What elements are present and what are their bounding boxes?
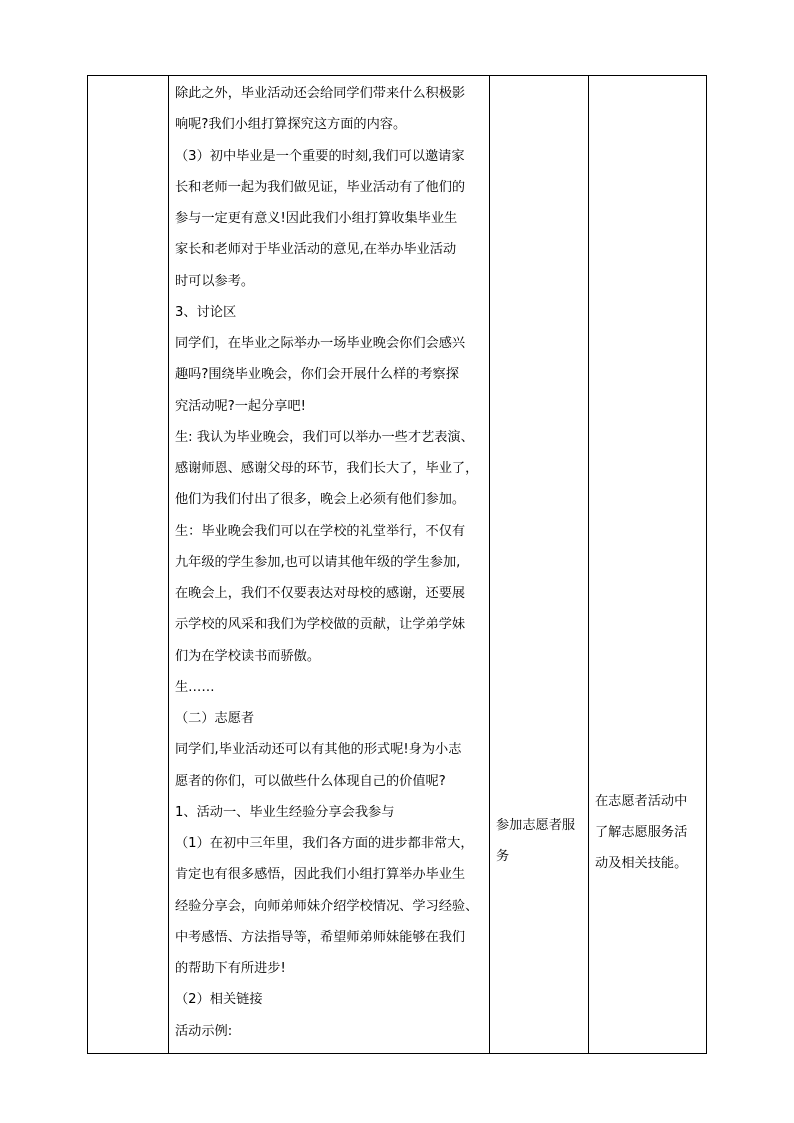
content-line: （二）志愿者: [175, 711, 255, 726]
content-line: 1、活动一、毕业生经验分享会我参与: [175, 804, 395, 820]
content-line: 参与一定更有意义!因此我们小组打算收集毕业生: [175, 211, 458, 226]
content-line: 在晚会上，我们不仅要表达对母校的感谢，还要展: [175, 586, 466, 601]
table-column-teaching-content: [169, 76, 490, 1053]
content-line: 活动示例:: [175, 1023, 233, 1039]
intent-line: 了解志愿服务活: [595, 825, 688, 840]
lesson-plan-table: [87, 75, 707, 1054]
design-intent-text: [595, 786, 703, 879]
teaching-content-text: [175, 78, 487, 1047]
table-column-student-activity: [490, 76, 589, 1053]
content-line: 究活动呢?一起分享吧!: [175, 398, 306, 414]
content-line: 们为在学校读书而骄傲。: [175, 648, 321, 664]
content-line: 除此之外，毕业活动还会给同学们带来什么积极影: [175, 86, 466, 101]
content-line: 生：毕业晚会我们可以在学校的礼堂举行，不仅有: [175, 523, 466, 539]
intent-line: 动及相关技能。: [595, 856, 688, 871]
content-line: 同学们，在毕业之际举办一场毕业晚会你们会感兴: [175, 336, 466, 351]
content-line: （1）在初中三年里，我们各方面的进步都非常大，: [175, 836, 474, 851]
content-line: 感谢师恩、感谢父母的环节，我们长大了，毕业了，: [175, 461, 479, 476]
content-line: 响呢?我们小组打算探究这方面的内容。: [175, 117, 407, 133]
content-line: 同学们,毕业活动还可以有其他的形式呢!身为小志: [175, 742, 462, 758]
content-line: （3）初中毕业是一个重要的时刻,我们可以邀请家: [175, 148, 465, 164]
content-line: 的帮助下有所进步!: [175, 961, 286, 976]
table-column-design-intent: [589, 76, 706, 1053]
content-line: 示学校的风采和我们为学校做的贡献，让学弟学妹: [175, 617, 466, 633]
content-line: 生: 我认为毕业晚会，我们可以举办一些才艺表演、: [175, 429, 474, 445]
table-column-empty: [88, 76, 169, 1053]
content-line: （2）相关链接: [175, 992, 263, 1008]
content-line: 他们为我们付出了很多，晚会上必须有他们参加。: [175, 492, 466, 508]
content-line: 家长和老师对于毕业活动的意见,在举办毕业活动: [175, 242, 457, 258]
content-line: 3、讨论区: [175, 304, 237, 320]
activity-line: 务: [496, 849, 510, 864]
student-activity-text: [496, 810, 586, 872]
content-line: 经验分享会，向师弟师妹介绍学校情况、学习经验、: [175, 898, 479, 914]
content-line: 长和老师一起为我们做见证，毕业活动有了他们的: [175, 179, 466, 195]
intent-line: 在志愿者活动中: [595, 794, 688, 809]
content-line: 生……: [175, 679, 215, 695]
activity-line: 参加志愿者服: [496, 818, 576, 833]
content-line: 时可以参考。: [175, 273, 255, 289]
content-line: 九年级的学生参加,也可以请其他年级的学生参加,: [175, 554, 461, 570]
content-line: 中考感悟、方法指导等，希望师弟师妹能够在我们: [175, 929, 466, 945]
content-line: 肯定也有很多感悟，因此我们小组打算举办毕业生: [175, 867, 466, 883]
content-line: 愿者的你们，可以做些什么体现自己的价值呢?: [175, 773, 446, 789]
content-line: 趣吗?围绕毕业晚会，你们会开展什么样的考察探: [175, 367, 459, 383]
